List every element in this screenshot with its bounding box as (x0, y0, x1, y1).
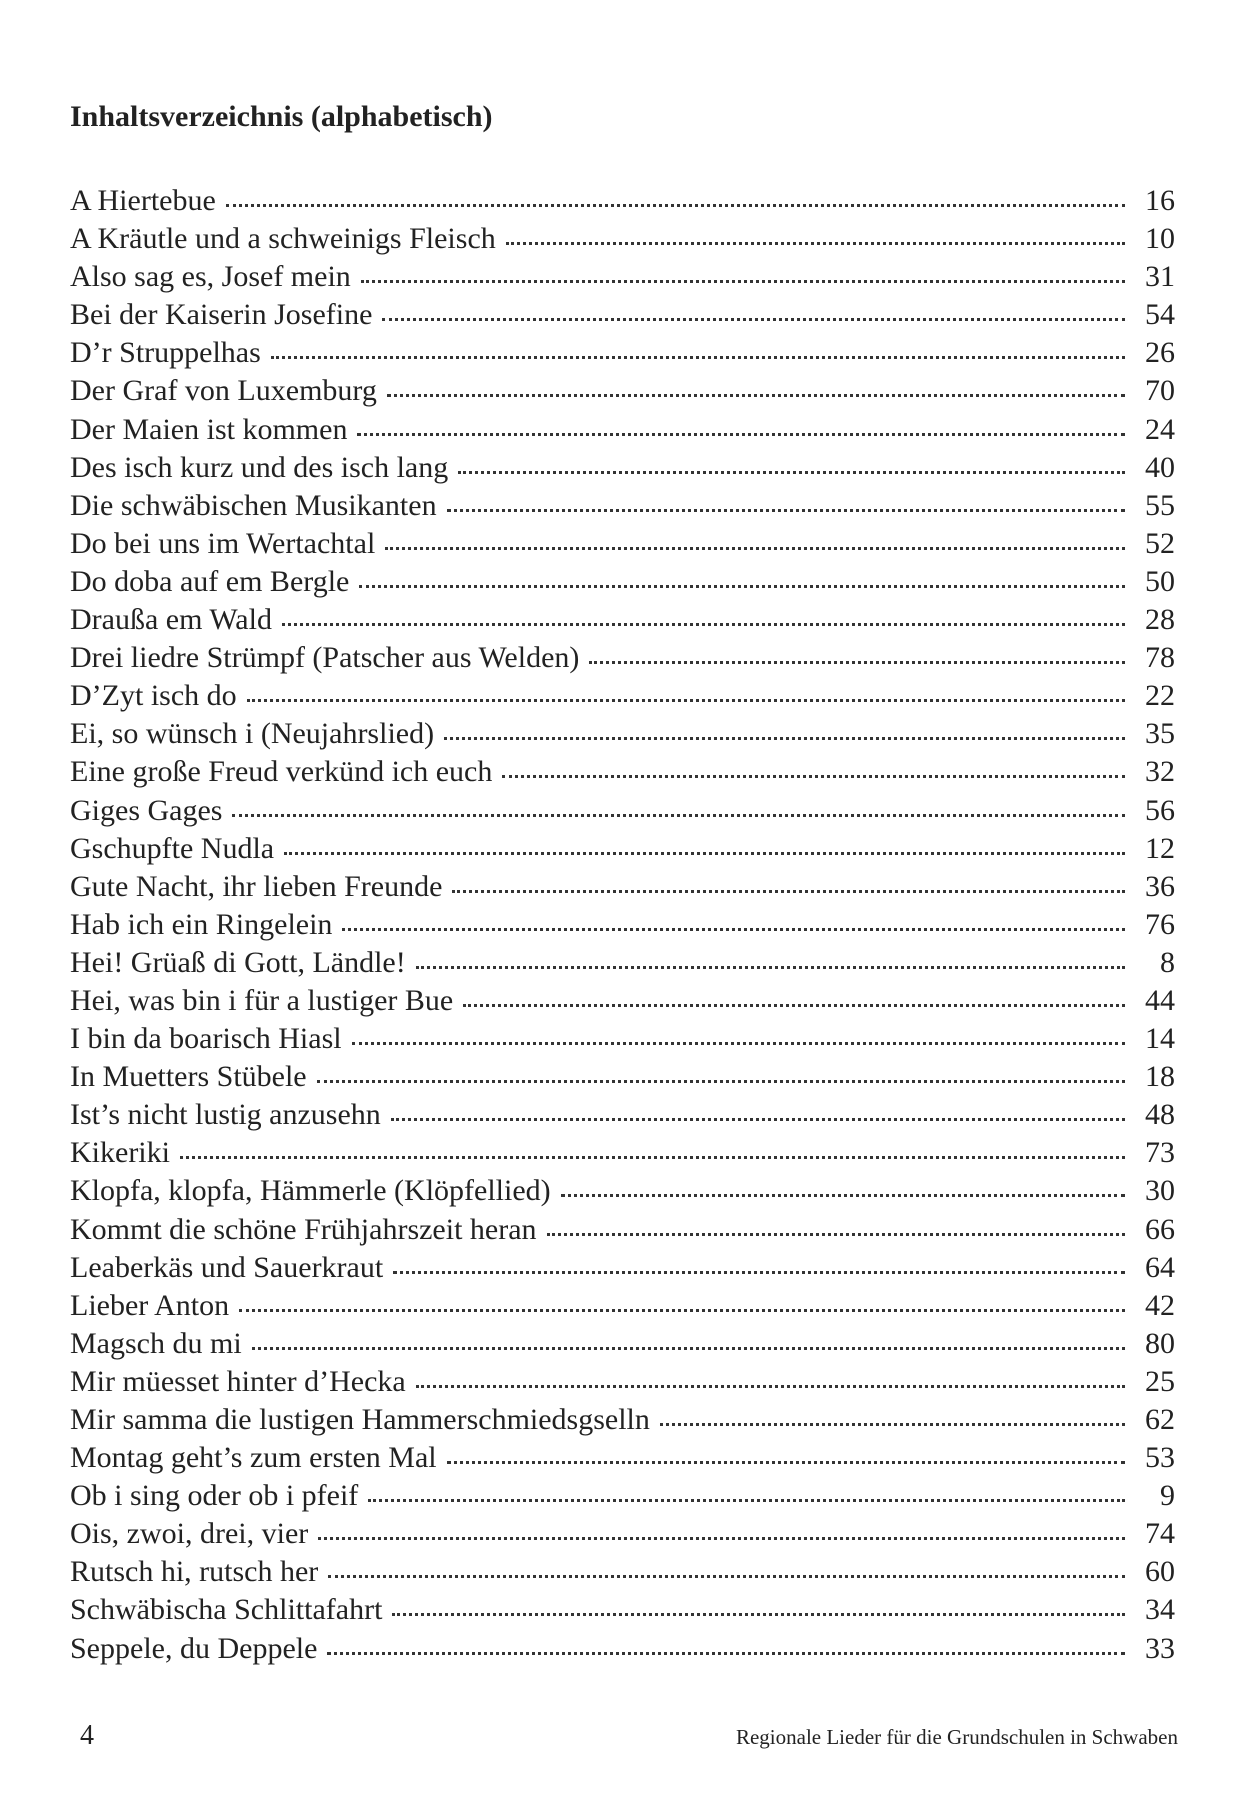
toc-entry-title: Die schwäbischen Musikanten (70, 488, 437, 522)
toc-entry (70, 1553, 1175, 1591)
toc-entry-page: 74 (1145, 1517, 1175, 1551)
toc-entry-title: Magsch du mi (70, 1326, 242, 1360)
toc-entry (70, 1591, 1175, 1629)
toc-leader-dots (447, 509, 1125, 512)
toc-leader-dots (393, 1271, 1125, 1274)
toc-entry-page: 10 (1145, 222, 1175, 256)
toc-entry-title: Do bei uns im Wertachtal (70, 526, 376, 560)
toc-leader-dots (342, 928, 1125, 931)
toc-entry-title: A Kräutle und a schweinigs Fleisch (70, 222, 496, 256)
toc-entry-title: Des isch kurz und des isch lang (70, 450, 449, 484)
toc-entry-page: 26 (1145, 336, 1175, 370)
toc-entry-title: Ois, zwoi, drei, vier (70, 1517, 309, 1551)
toc-entry (70, 182, 1175, 220)
toc-entry (70, 334, 1175, 372)
toc-entry-title: D’r Struppelhas (70, 336, 261, 370)
toc-entry (70, 868, 1175, 906)
toc-entry-page: 53 (1145, 1441, 1175, 1475)
toc-leader-dots (328, 1575, 1125, 1578)
toc-entry (70, 372, 1175, 410)
toc-leader-dots (226, 204, 1125, 207)
toc-leader-dots (318, 1537, 1125, 1540)
toc-entry (70, 753, 1175, 791)
toc-entry-page: 9 (1160, 1479, 1175, 1513)
toc-leader-dots (387, 394, 1125, 397)
toc-leader-dots (506, 242, 1125, 245)
toc-entry (70, 487, 1175, 525)
toc-leader-dots (368, 1499, 1125, 1502)
toc-entry-page: 55 (1145, 488, 1175, 522)
toc-entry-page: 52 (1145, 526, 1175, 560)
toc-entry-title: Eine große Freud verkünd ich euch (70, 755, 493, 789)
toc-entry-title: Mir samma die lustigen Hammerschmiedsgselln (70, 1403, 650, 1436)
toc-entry-title: Kommt die schöne Frühjahrszeit heran (70, 1212, 537, 1246)
toc-entry (70, 411, 1175, 449)
toc-entry-title: Do doba auf em Bergle (70, 564, 350, 598)
page-number: 4 (80, 1720, 94, 1751)
toc-entry (70, 1096, 1175, 1134)
toc-leader-dots (458, 471, 1125, 474)
toc-leader-dots (416, 1385, 1125, 1388)
toc-entry-page: 24 (1145, 412, 1175, 446)
toc-entry-page: 50 (1145, 564, 1175, 598)
toc-entry-title: Hei, was bin i für a lustiger Bue (70, 983, 454, 1017)
toc-leader-dots (502, 775, 1125, 778)
toc-entry-page: 42 (1145, 1288, 1175, 1322)
toc-entry-title: Draußa em Wald (70, 603, 272, 637)
toc-entry (70, 1401, 1175, 1439)
toc-entry-page: 62 (1145, 1403, 1175, 1436)
toc-entry-page: 70 (1145, 374, 1175, 408)
toc-entry (70, 1134, 1175, 1172)
toc-entry-title: Lieber Anton (70, 1288, 230, 1322)
toc-entry (70, 1363, 1175, 1401)
toc-entry (70, 715, 1175, 753)
toc-entry (70, 1477, 1175, 1515)
toc-entry-page: 73 (1145, 1136, 1175, 1170)
toc-entry-title: A Hiertebue (70, 184, 216, 217)
toc-entry-title: Gute Nacht, ihr lieben Freunde (70, 869, 443, 903)
toc-entry (70, 296, 1175, 334)
toc-leader-dots (357, 433, 1125, 436)
toc-entry-title: Also sag es, Josef mein (70, 260, 351, 294)
toc-leader-dots (463, 1004, 1125, 1007)
toc-entry (70, 1515, 1175, 1553)
toc-entry (70, 944, 1175, 982)
toc-entry (70, 1630, 1175, 1668)
toc-entry-page: 48 (1145, 1098, 1175, 1132)
toc-entry-page: 54 (1145, 298, 1175, 332)
toc-entry (70, 1172, 1175, 1210)
toc-entry-page: 40 (1145, 450, 1175, 484)
toc-entry-title: Gschupfte Nudla (70, 831, 275, 865)
toc-leader-dots (391, 1118, 1125, 1121)
toc-entry-page: 18 (1145, 1060, 1175, 1094)
toc-entry-title: Der Maien ist kommen (70, 412, 348, 446)
toc-entry-page: 66 (1145, 1212, 1175, 1246)
toc-entry-title: Ob i sing oder ob i pfeif (70, 1479, 359, 1513)
toc-entry (70, 601, 1175, 639)
toc-leader-dots (444, 737, 1125, 740)
toc-leader-dots (382, 318, 1125, 321)
toc-entry-page: 34 (1145, 1593, 1175, 1627)
toc-entry-page: 76 (1145, 907, 1175, 941)
toc-entry-title: Kikeriki (70, 1136, 170, 1170)
toc-entry (70, 563, 1175, 601)
toc-entry-title: Rutsch hi, rutsch her (70, 1555, 319, 1589)
toc-leader-dots (361, 280, 1125, 283)
toc-leader-dots (232, 814, 1125, 817)
toc-entry (70, 1058, 1175, 1096)
table-of-contents (70, 182, 1175, 1668)
toc-entry (70, 792, 1175, 830)
toc-entry (70, 1439, 1175, 1477)
toc-leader-dots (327, 1652, 1125, 1655)
toc-entry-title: Klopfa, klopfa, Hämmerle (Klöpfellied) (70, 1174, 551, 1208)
toc-leader-dots (359, 585, 1125, 588)
toc-entry-title: Montag geht’s zum ersten Mal (70, 1441, 437, 1475)
toc-entry-title: I bin da boarisch Hiasl (70, 1022, 342, 1056)
toc-entry-title: Ist’s nicht lustig anzusehn (70, 1098, 381, 1132)
page-title: Inhaltsverzeichnis (alphabetisch) (70, 100, 493, 133)
toc-leader-dots (385, 547, 1125, 550)
toc-entry-page: 28 (1145, 603, 1175, 637)
toc-leader-dots (660, 1423, 1125, 1426)
toc-entry-page: 22 (1145, 679, 1175, 713)
toc-entry-title: Giges Gages (70, 793, 223, 827)
toc-entry-page: 25 (1145, 1364, 1175, 1398)
toc-entry (70, 449, 1175, 487)
toc-entry (70, 906, 1175, 944)
toc-entry-page: 8 (1160, 945, 1175, 979)
toc-entry (70, 677, 1175, 715)
toc-entry-title: Schwäbischa Schlittafahrt (70, 1593, 383, 1627)
toc-entry (70, 639, 1175, 677)
toc-leader-dots (352, 1042, 1125, 1045)
toc-entry-title: Ei, so wünsch i (Neujahrslied) (70, 717, 435, 751)
toc-entry (70, 1020, 1175, 1058)
toc-entry-title: Der Graf von Luxemburg (70, 374, 377, 408)
toc-entry-page: 32 (1145, 755, 1175, 789)
toc-leader-dots (447, 1461, 1125, 1464)
toc-entry-page: 12 (1145, 831, 1175, 865)
toc-entry-page: 64 (1145, 1250, 1175, 1284)
toc-entry-page: 44 (1145, 983, 1175, 1017)
toc-entry-page: 14 (1145, 1022, 1175, 1056)
toc-leader-dots (271, 356, 1125, 359)
toc-entry-page: 60 (1145, 1555, 1175, 1589)
toc-entry-title: D’Zyt isch do (70, 679, 237, 713)
toc-entry-page: 16 (1145, 184, 1175, 217)
toc-entry-page: 78 (1145, 641, 1175, 675)
toc-entry (70, 220, 1175, 258)
toc-entry-page: 56 (1145, 793, 1175, 827)
toc-entry-title: Bei der Kaiserin Josefine (70, 298, 373, 332)
toc-entry-page: 30 (1145, 1174, 1175, 1208)
toc-leader-dots (180, 1156, 1125, 1159)
toc-entry (70, 1325, 1175, 1363)
toc-leader-dots (416, 966, 1125, 969)
toc-leader-dots (247, 699, 1125, 702)
toc-leader-dots (282, 623, 1125, 626)
toc-leader-dots (317, 1080, 1125, 1083)
toc-entry-title: Drei liedre Strümpf (Patscher aus Welden) (70, 641, 580, 675)
toc-leader-dots (561, 1194, 1125, 1197)
toc-entry-title: Mir müesset hinter d’Hecka (70, 1364, 406, 1398)
toc-entry-title: Hab ich ein Ringelein (70, 907, 333, 941)
toc-leader-dots (239, 1309, 1125, 1312)
toc-entry (70, 1211, 1175, 1249)
publication-title: Regionale Lieder für die Grundschulen in Schwaben (735, 1725, 1178, 1749)
toc-entry-title: In Muetters Stübele (70, 1060, 307, 1094)
toc-leader-dots (589, 661, 1125, 664)
toc-leader-dots (452, 890, 1125, 893)
toc-entry-title: Hei! Grüaß di Gott, Ländle! (70, 945, 406, 979)
toc-entry-page: 33 (1145, 1631, 1175, 1665)
toc-entry-page: 80 (1145, 1326, 1175, 1360)
toc-entry (70, 1249, 1175, 1287)
toc-entry (70, 982, 1175, 1020)
toc-entry-title: Leaberkäs und Sauerkraut (70, 1250, 384, 1284)
toc-leader-dots (252, 1347, 1125, 1350)
toc-leader-dots (392, 1613, 1125, 1616)
toc-entry (70, 258, 1175, 296)
toc-entry-title: Seppele, du Deppele (70, 1631, 318, 1665)
toc-entry (70, 1287, 1175, 1325)
toc-entry (70, 830, 1175, 868)
toc-entry-page: 35 (1145, 717, 1175, 751)
toc-entry (70, 525, 1175, 563)
toc-entry-page: 36 (1145, 869, 1175, 903)
toc-leader-dots (284, 852, 1125, 855)
toc-entry-page: 31 (1145, 260, 1175, 294)
toc-leader-dots (547, 1233, 1125, 1236)
